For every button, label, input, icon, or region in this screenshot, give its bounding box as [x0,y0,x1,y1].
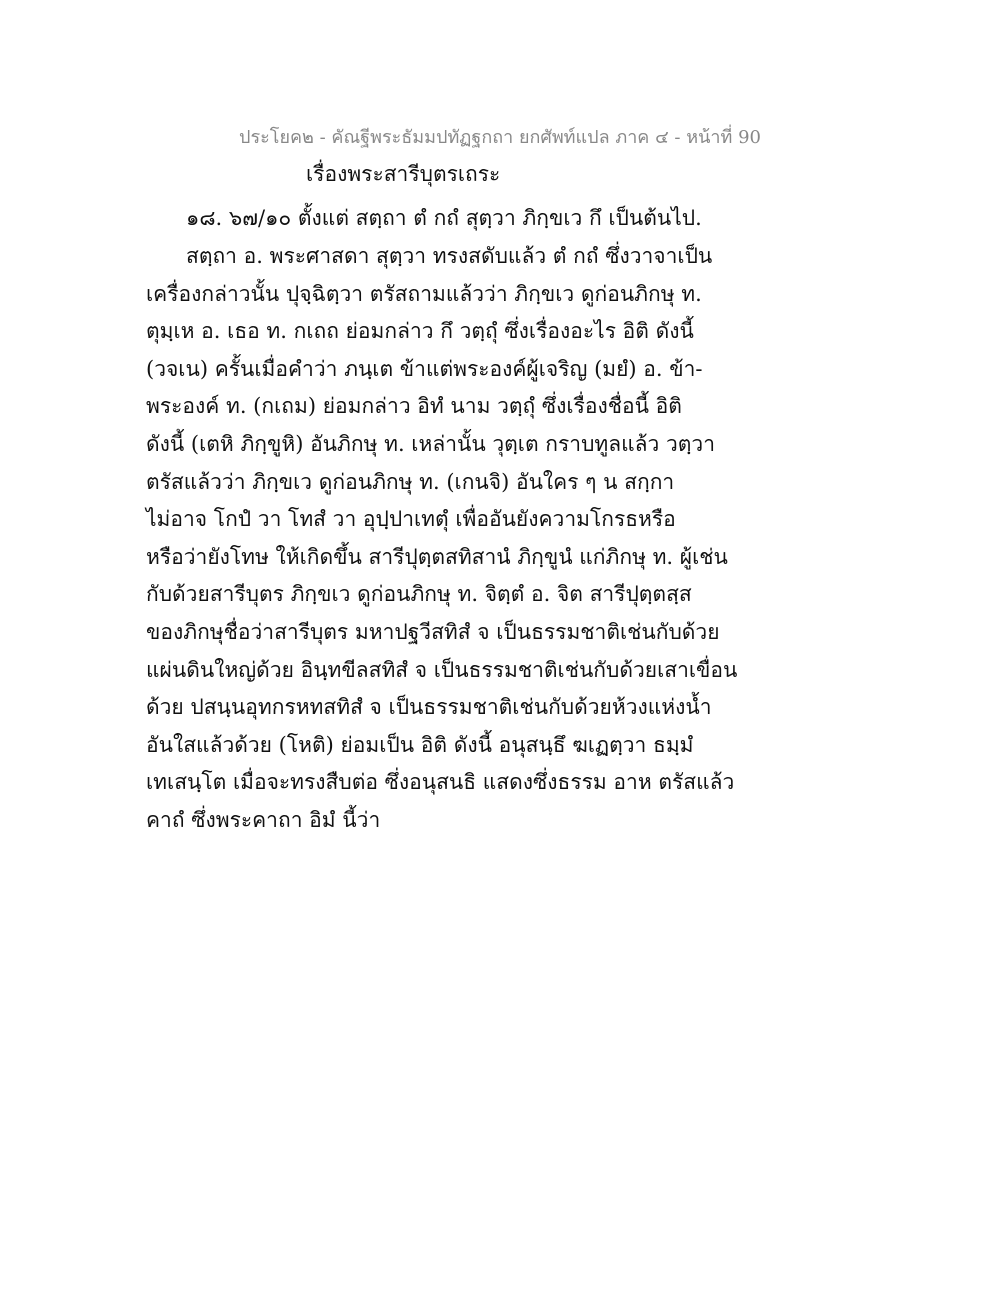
text-line: ดังนี้ (เตหิ ภิกฺขูหิ) อันภิกษุ ท. เหล่านั้น วุตฺเต กราบทูลแล้ว วตฺวา [146,431,716,456]
story-title: เรื่องพระสารีบุตรเถระ [306,162,501,186]
text-line: แผ่นดินใหญ่ด้วย อินฺทขีลสทิสํ จ เป็นธรรมชาติเช่นกับด้วยเสาเขื่อน [146,657,738,682]
text-line: สตฺถา อ. พระศาสดา สุตฺวา ทรงสดับแล้ว ตํ กถํ ซึ่งวาจาเป็น [186,244,713,268]
text-line: หรือว่ายังโทษ ให้เกิดขึ้น สารีปุตฺตสทิสานํ ภิกฺขูนํ แก่ภิกษุ ท. ผู้เช่น [146,544,728,569]
text-line: เครื่องกล่าวนั้น ปุจฺฉิตฺวา ตรัสถามแล้วว่า ภิกฺขเว ดูก่อนภิกษุ ท. [146,281,702,306]
text-line: พระองค์ ท. (กเถม) ย่อมกล่าว อิทํ นาม วตฺถุํ ซึ่งเรื่องชื่อนี้ อิติ [146,394,682,419]
text-line: อันใสแล้วด้วย (โหติ) ย่อมเป็น อิติ ดังนี้ อนุสนฺธึ ฆเฏตฺวา ธมฺมํ [146,732,694,757]
text-line: กับด้วยสารีบุตร ภิกฺขเว ดูก่อนภิกษุ ท. จิตฺตํ อ. จิต สารีปุตฺตสฺส [146,582,692,607]
reference-line: ๑๘. ๖๗/๑๐ ตั้งแต่ สตฺถา ตํ กถํ สุตฺวา ภิกฺขเว กึ เป็นต้นไป. [186,206,702,230]
text-line: เทเสนฺโต เมื่อจะทรงสืบต่อ ซึ่งอนุสนธิ แสดงซึ่งธรรม อาห ตรัสแล้ว [146,770,735,795]
text-line: ไม่อาจ โกปํ วา โทสํ วา อุปฺปาเทตุํ เพื่ออันยังความโกรธหรือ [146,507,676,532]
text-line: (วจเน) ครั้นเมื่อคำว่า ภนฺเต ข้าแต่พระองค์ผู้เจริญ (มยํ) อ. ข้า- [146,356,703,381]
body-text [146,238,866,840]
page-header: ประโยค๒ - คัณฐีพระธัมมปทัฏฐกถา ยกศัพท์แปล ภาค ๔ - หน้าที่ 90 [239,127,761,148]
text-line: ตรัสแล้วว่า ภิกฺขเว ดูก่อนภิกษุ ท. (เกนจิ) อันใคร ๆ น สกฺกา [146,469,675,494]
text-line: คาถํ ซึ่งพระคาถา อิมํ นี้ว่า [146,807,381,832]
text-line: ของภิกษุชื่อว่าสารีบุตร มหาปฐวีสทิสํ จ เป็นธรรมชาติเช่นกับด้วย [146,619,720,644]
text-line: ด้วย ปสนฺนอุทกรหทสทิสํ จ เป็นธรรมชาติเช่นกับด้วยห้วงแห่งน้ำ [146,695,712,720]
text-line: ตุมฺเห อ. เธอ ท. กเถถ ย่อมกล่าว กึ วตฺถุํ ซึ่งเรื่องอะไร อิติ ดังนี้ [146,319,694,344]
